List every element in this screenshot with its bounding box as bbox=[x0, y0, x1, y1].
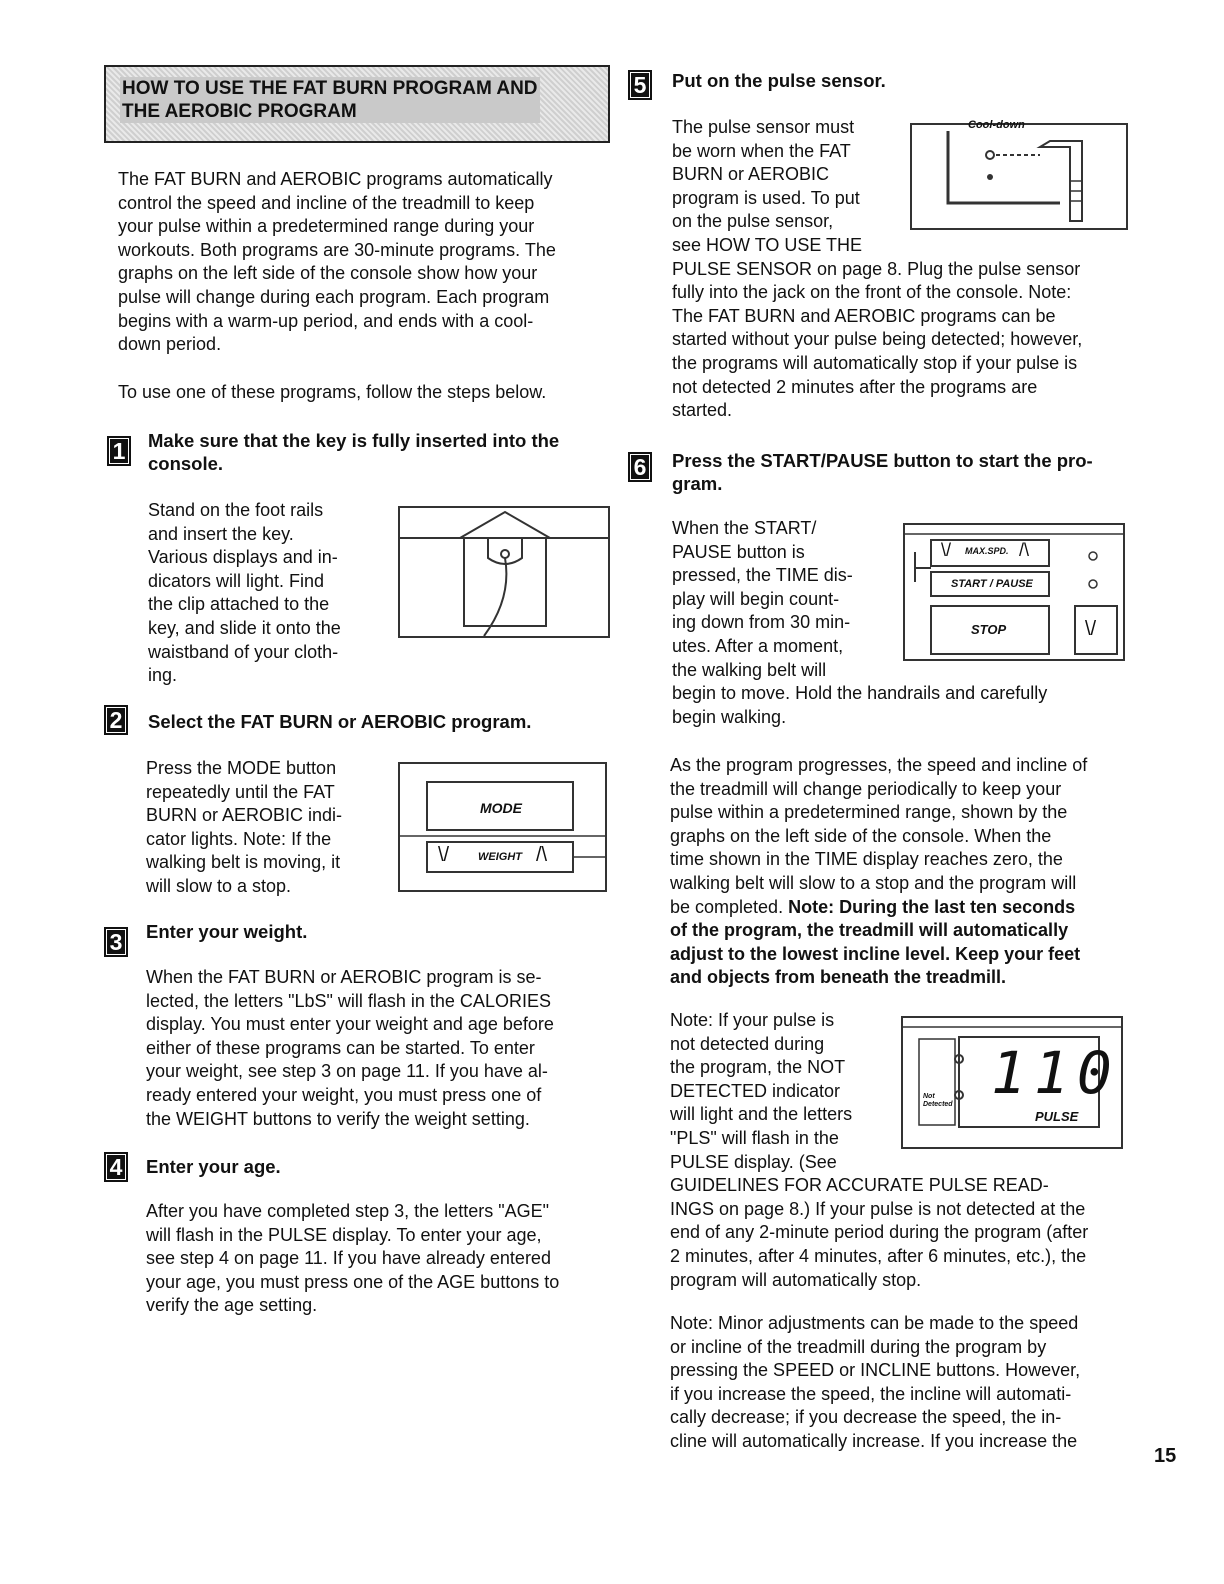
step-number-4: 4 bbox=[104, 1152, 128, 1182]
step-number-2: 2 bbox=[104, 705, 128, 735]
minor-adjustments-paragraph: Note: Minor adjustments can be made to the speed or incline of the treadmill during the program by pressing the SPEED or INCLINE buttons. However, if you increase the speed, the incline will automati- cally decrease; if you decrease the speed, the in- cline will automatically increase. If you increase the bbox=[670, 1313, 1081, 1451]
section-banner bbox=[104, 65, 610, 143]
pulse-display-illustration bbox=[901, 1015, 1123, 1150]
banner-line-1: HOW TO USE THE FAT BURN PROGRAM AND bbox=[122, 78, 538, 99]
page-number: 15 bbox=[1154, 1445, 1177, 1467]
max-speed-label: MAX.SPD. bbox=[965, 546, 1009, 556]
step5-body: The pulse sensor must be worn when the FAT BURN or AEROBIC program is used. To put on the pulse sensor, see HOW TO USE THE PULSE SENSOR on page 8. Plug the pulse sensor fully into the jack on the front of the console. Note: The FAT BURN and AEROBIC programs can be started without your pulse being detected; however, the programs will automatically stop if your pulse is not detected 2 minutes after the programs are started. bbox=[672, 117, 1083, 421]
text-line: pulse will change during each program. Each program bbox=[118, 286, 550, 307]
start-pause-label: START / PAUSE bbox=[951, 578, 1033, 590]
text-line: workouts. Both programs are 30-minute programs. The bbox=[118, 239, 556, 260]
pulse-note-paragraph: Note: If your pulse is not detected during the program, the NOT DETECTED indicator will light and the letters "PLS" will flash in the PULSE display. (See GUIDELINES FOR ACCURATE PULSE READ- INGS on page 8.) If your pulse is not detected at the end of any 2-minute period during the program (after 2 minutes, after 4 minutes, after 6 minutes, etc.), the program will automatically stop. bbox=[670, 1010, 1089, 1290]
mode-button-label: MODE bbox=[480, 800, 522, 816]
start-pause-illustration bbox=[903, 522, 1125, 662]
cool-down-label: Cool-down bbox=[968, 119, 1025, 131]
down-arrow-icon: \/ bbox=[438, 844, 450, 866]
step2-heading: Select the FAT BURN or AEROBIC program. bbox=[148, 711, 532, 732]
text-line: down period. bbox=[118, 334, 222, 355]
intro-paragraph bbox=[118, 168, 618, 357]
key-illustration bbox=[398, 506, 610, 638]
step-number-5: 5 bbox=[628, 70, 652, 100]
step-number-1: 1 bbox=[107, 436, 131, 466]
progress-paragraph: As the program progresses, the speed and incline of the treadmill will change periodically to keep your pulse within a predetermined range, shown by the graphs on the left side of the console. When the time shown in the TIME display reaches zero, the walking belt will slow to a stop and the program will be completed. Note: During the last ten seconds of the program, the treadmill will automatically adjust to the lowest incline level. Keep your feet and objects from beneath the treadmill. bbox=[670, 755, 1088, 988]
not-detected-label: Not Detected bbox=[923, 1093, 953, 1108]
mode-button-illustration bbox=[398, 762, 607, 892]
step1-heading: Make sure that the key is fully inserted into the console. bbox=[148, 430, 560, 474]
banner-line-2: THE AEROBIC PROGRAM bbox=[122, 101, 357, 122]
weight-button-label: WEIGHT bbox=[478, 851, 522, 863]
step1-body: Stand on the foot rails and insert the key. Various displays and in- dicators will light. Find the clip attached to the key, and slide it onto the waistband of your cloth- ing. bbox=[148, 500, 341, 686]
stop-label: STOP bbox=[971, 622, 1007, 637]
pulse-sensor-illustration bbox=[910, 121, 1128, 230]
text-line: graphs on the left side of the console show how your bbox=[118, 263, 538, 284]
text-line: your pulse within a predetermined range during your bbox=[118, 216, 535, 237]
step-number-3: 3 bbox=[104, 927, 128, 957]
step3-body: When the FAT BURN or AEROBIC program is se- lected, the letters "LbS" will flash in the CALORIES display. You must enter your weight and age before either of these programs can be started. To enter your weight, see step 3 on page 11. If you have al- ready entered your weight, you must press one of the WEIGHT buttons to verify the weight setting. bbox=[146, 967, 554, 1129]
step6-body: When the START/ PAUSE button is pressed, the TIME dis- play will begin count- ing down from 30 min- utes. After a moment, the walking belt will begin to move. Hold the handrails and carefully begin walking. bbox=[672, 518, 1048, 727]
step3-heading: Enter your weight. bbox=[146, 921, 308, 942]
up-arrow-icon: /\ bbox=[536, 844, 548, 866]
text-line: The FAT BURN and AEROBIC programs automatically bbox=[118, 169, 553, 189]
step5-heading: Put on the pulse sensor. bbox=[672, 70, 886, 91]
text-line: begins with a warm-up period, and ends with a cool- bbox=[118, 310, 534, 331]
step-number-6: 6 bbox=[628, 452, 652, 482]
down-arrow-icon: \/ bbox=[1085, 618, 1097, 640]
step4-heading: Enter your age. bbox=[146, 1156, 281, 1177]
step4-body: After you have completed step 3, the letters "AGE" will flash in the PULSE display. To enter your age, see step 4 on page 11. If you have already entered your age, you must press one of the AGE buttons to verify the age setting. bbox=[146, 1201, 560, 1316]
down-arrow-icon: \/ bbox=[941, 540, 952, 560]
up-arrow-icon: /\ bbox=[1019, 540, 1030, 560]
intro-steps-line: To use one of these programs, follow the steps below. bbox=[118, 382, 547, 402]
text-line: control the speed and incline of the treadmill to keep bbox=[118, 192, 535, 213]
warning-note: Note: During the last ten seconds bbox=[788, 896, 1076, 917]
step6-heading: Press the START/PAUSE button to start the pro- gram. bbox=[672, 450, 1093, 494]
step2-body: Press the MODE button repeatedly until the FAT BURN or AEROBIC indi- cator lights. Note: If the walking belt is moving, it will slow to a stop. bbox=[146, 758, 343, 896]
pulse-readout: 110 bbox=[991, 1039, 1120, 1107]
pulse-label: PULSE bbox=[1035, 1109, 1079, 1124]
